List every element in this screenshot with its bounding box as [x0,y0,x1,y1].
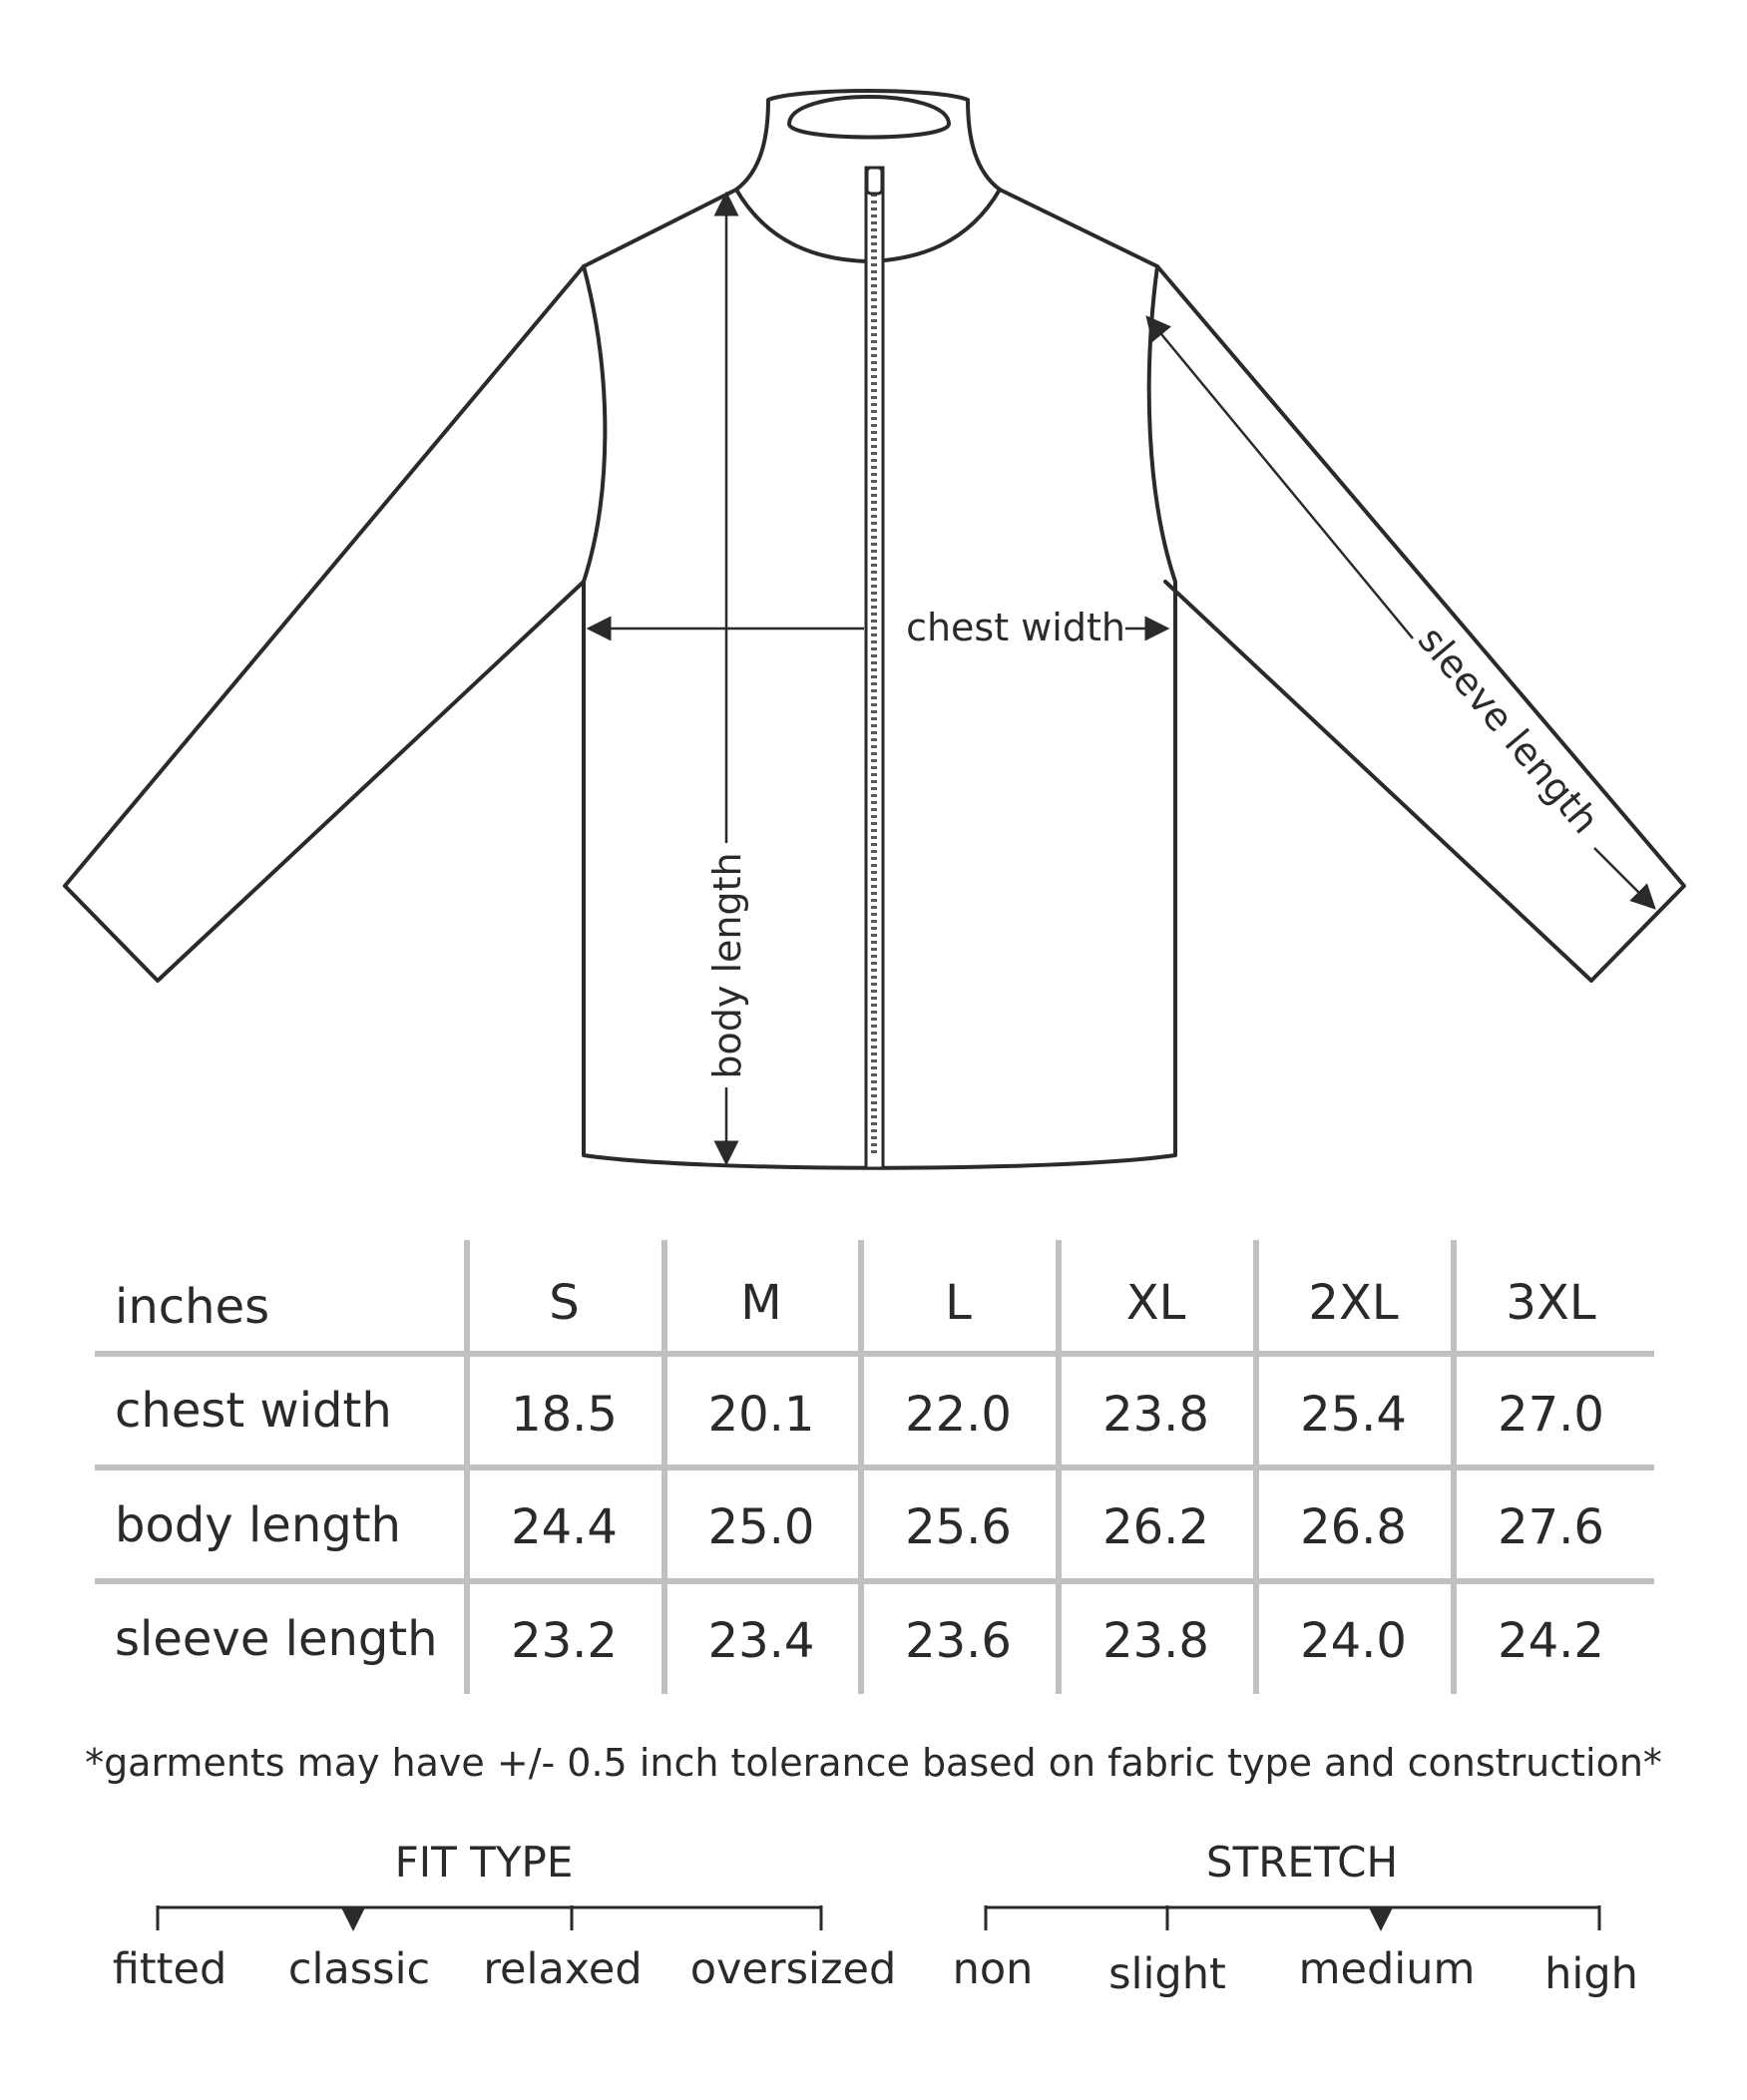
table-cell: 23.8 [1102,1613,1209,1669]
body-length-label: body length [705,852,749,1079]
tolerance-note: *garments may have +/- 0.5 inch tolerance based on fabric type and construction* [85,1741,1662,1785]
table-cell: 24.0 [1300,1613,1407,1669]
fit-option-classic: classic [287,1944,431,1994]
table-row-divider [95,1578,1654,1584]
stretch-selected-marker [1369,1907,1393,1931]
chest-width-label: chest width [906,606,1125,649]
table-cell: 27.6 [1498,1499,1604,1555]
table-row-divider [95,1351,1654,1357]
table-cell: 18.5 [511,1387,618,1443]
sleeve-length-arrow-upper [1147,317,1413,638]
fit-option-fitted: fitted [112,1944,227,1994]
table-cell: 26.8 [1300,1499,1407,1555]
sleeve-length-arrow-lower [1594,848,1654,908]
fit-option-relaxed: relaxed [483,1944,643,1994]
row-label: chest width [115,1383,392,1439]
table-cell: 23.8 [1102,1387,1209,1443]
table-cell: 22.0 [905,1387,1012,1443]
size-header-3xl: 3XL [1506,1275,1596,1331]
table-cell: 25.6 [905,1499,1012,1555]
row-label: sleeve length [115,1611,438,1667]
table-cell: 23.4 [707,1613,815,1669]
row-label: body length [115,1497,401,1553]
table-unit-header: inches [115,1279,270,1335]
table-cell: 25.4 [1300,1387,1407,1443]
table-cell: 27.0 [1498,1387,1604,1443]
stretch-option-medium: medium [1298,1944,1476,1994]
table-cell: 24.4 [511,1499,618,1555]
fit-option-oversized: oversized [689,1944,897,1994]
sleeve-length-label: sleeve length [1409,618,1608,842]
table-cell: 20.1 [707,1387,815,1443]
size-header-m: M [740,1275,782,1331]
stretch-option-slight: slight [1108,1949,1226,1999]
table-cell: 24.2 [1498,1613,1604,1669]
table-row-divider [95,1465,1654,1470]
table-cell: 23.6 [905,1613,1012,1669]
stretch-option-high: high [1544,1949,1638,1999]
table-cell: 25.0 [707,1499,815,1555]
fit-type-title: FIT TYPE [394,1838,574,1887]
stretch-option-non: non [952,1944,1034,1994]
stretch-title: STRETCH [1205,1838,1399,1887]
stretch-scale [986,1905,1599,1931]
table-cell: 26.2 [1102,1499,1209,1555]
table-cell: 23.2 [511,1613,618,1669]
fit-type-selected-marker [341,1907,365,1931]
size-header-xl: XL [1125,1275,1186,1331]
size-header-l: L [945,1275,972,1331]
size-header-s: S [549,1275,580,1331]
fit-type-scale [158,1905,821,1931]
size-header-2xl: 2XL [1308,1275,1399,1331]
